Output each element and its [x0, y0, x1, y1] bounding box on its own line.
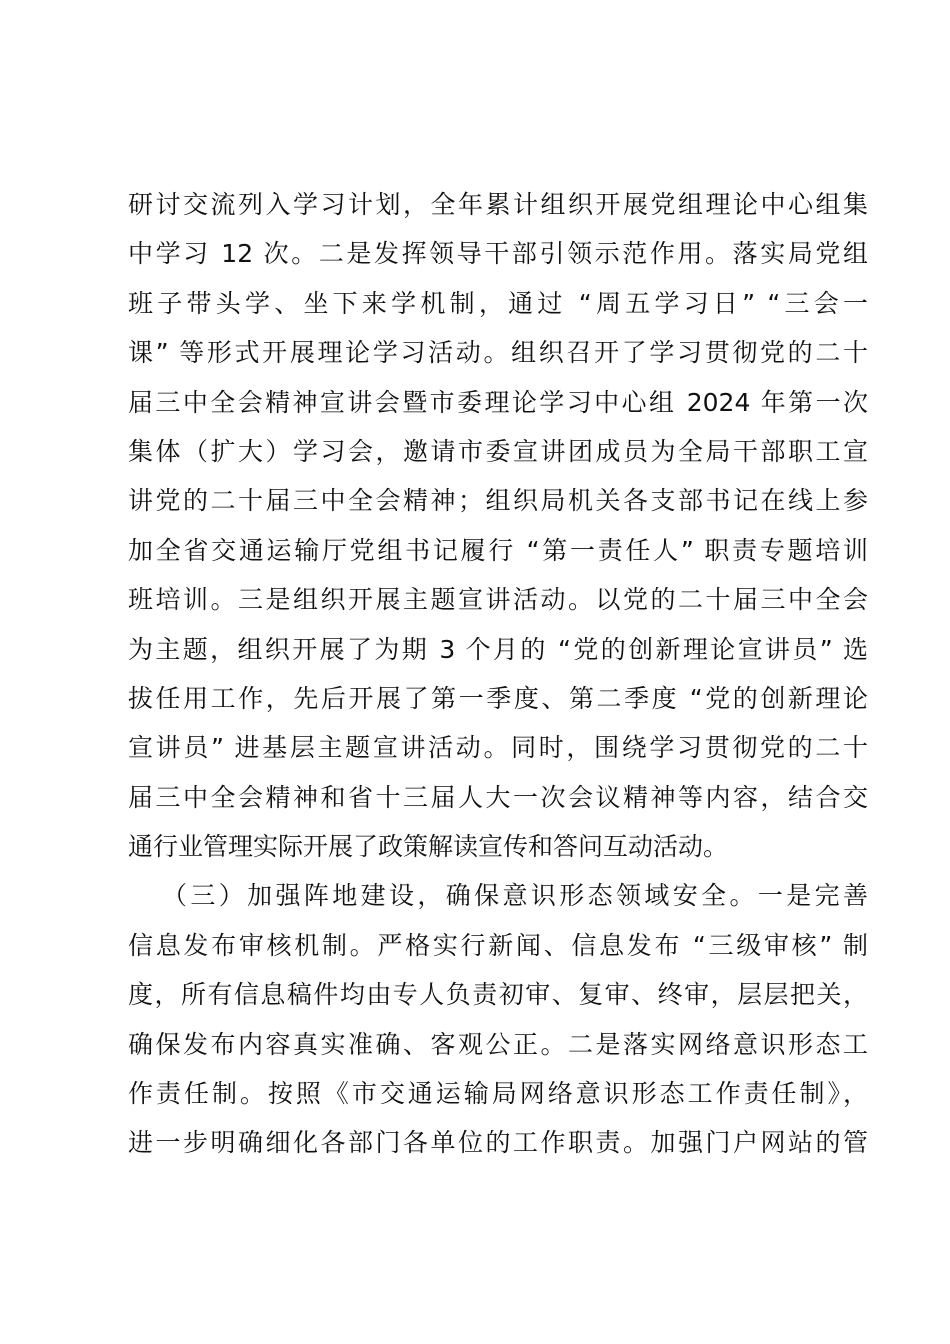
paragraph-line: 宣讲员” 进基层主题宣讲活动。同时，围绕学习贯彻党的二十: [128, 733, 868, 763]
paragraph-line: 确保发布内容真实准确、客观公正。二是落实网络意识形态工: [128, 1029, 868, 1059]
paragraph-line: 届三中全会精神和省十三届人大一次会议精神等内容，结合交: [128, 782, 868, 812]
section-heading-line: （三）加强阵地建设，确保意识形态领域安全。一是完善: [162, 881, 868, 911]
paragraph-line: 课” 等形式开展理论学习活动。组织召开了学习贯彻党的二十: [128, 338, 868, 368]
paragraph-line: 度，所有信息稿件均由专人负责初审、复审、终审，层层把关，: [128, 980, 868, 1010]
paragraph-line: 班子带头学、坐下来学机制，通过 “周五学习日” “三会一: [128, 288, 868, 318]
paragraph-line: 集体（扩大）学习会，邀请市委宣讲团成员为全局干部职工宣: [128, 436, 868, 466]
paragraph-line: 加全省交通运输厅党组书记履行 “第一责任人” 职责专题培训: [128, 535, 868, 565]
paragraph-line: 信息发布审核机制。严格实行新闻、信息发布 “三级审核” 制: [128, 930, 868, 960]
paragraph-last-line: 通行业管理实际开展了政策解读宣传和答问互动活动。: [128, 832, 729, 862]
document-body: [128, 180, 868, 1168]
paragraph-line: 班培训。三是组织开展主题宣讲活动。以党的二十届三中全会: [128, 585, 868, 615]
paragraph-line: 讲党的二十届三中全会精神；组织局机关各支部书记在线上参: [128, 486, 868, 516]
paragraph-line: 中学习 12 次。二是发挥领导干部引领示范作用。落实局党组: [128, 239, 868, 269]
paragraph-line: 届三中全会精神宣讲会暨市委理论学习中心组 2024 年第一次: [128, 387, 868, 417]
paragraph-line: 为主题，组织开展了为期 3 个月的 “党的创新理论宣讲员” 选: [128, 634, 868, 664]
paragraph-line: 拔任用工作，先后开展了第一季度、第二季度 “党的创新理论: [128, 683, 868, 713]
paragraph-line: 研讨交流列入学习计划，全年累计组织开展党组理论中心组集: [128, 190, 868, 219]
paragraph-line: 作责任制。按照《市交通运输局网络意识形态工作责任制》，: [128, 1079, 868, 1109]
paragraph-line: 进一步明确细化各部门各单位的工作职责。加强门户网站的管: [128, 1128, 868, 1158]
